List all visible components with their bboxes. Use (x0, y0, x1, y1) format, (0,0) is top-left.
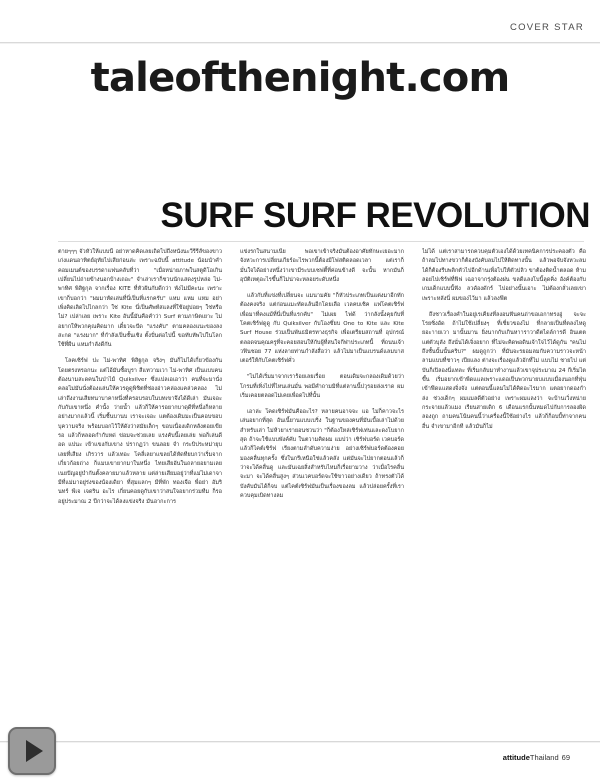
article-headline: SURF SURF REVOLUTION (160, 196, 590, 235)
paragraph: เอาล่ะ โคดเซิร์ฟมันคืออะไร? หลายคนอาจจะ แอ ไม่ก็คาวจะไรเล่นอยากที่สุด อันเนี้ยานแบบเบริ่ง ในฐานของคนที่มันเบื้อเล่าไม่ด้วยสำหรับเล่า ไม่ห้วยาเรายอนชวนว่า "ก็ต้องใหล่เชิร์ฟเท่นและดงโบยากสุด ถ้าจะใช้แบบพังค์คับ ในตวามคิดผม แมปว่า เชิร์ฟบอร์ด เวคบอร์ด แล้วก็ไคต์เชิร์ฟ เรียงตามลำดับความง่าย อย่างเซิร์ฟบอร์ดต้องคอยมองคลื่นทุกครั้ง ซึ่งในกรีเหนือใช่แล้วคลัง แต่มันจะไปยากตอนแล้วก็ว่าจะได้คลื่นดู และมันเฉยสิ่งสำหรับไหมก็เรื่อยามวาง ว่าเมื่อไรคลื่นจะมา จะได้คลื่นสูงๆ ส่วนเวคบอร์ดจะใช้ขาวอย่างเดียว ถ้าทรงตัวได้ บังคับมันได้ก็จบ แต่ไคต์เซิร์ฟมันเป็นเรื่องของลม แล้วปล่อยครั้งที่เราควบคุมเบิดทางลม (240, 408, 404, 500)
paragraph: ตายๆๆๆ จั่วหัวให้แบบนี้ อย่าหาดคิดเลยเถิดไปถึงหนังนะวีรีรี่ส์ของขาวเก่งแดนอาทิตย์อุทัยไปเสียก่อนล่ะ เพราะฉบับนี้ attitude น้อมนำคำคอมเมนต์ของบรรดาแฟนคลับที่ว่า "เมื่อหน่ายภาพในสตูดิโอเกินเปลี่ยนไปถ่ายข้างนอกบ้างเถอะ" จำเล่าเราก็ชวนนักแสดงรูปหล่อ ไม่-พาทิศ พิสิฐกุล จากเรื่อง KITE ที่หัวฝันกับดีกว่า พังไม่มีคะนะ เพราะเขาก็บอกว่า "ผมมาหัดเล่นที่นี่เป็นที่แรกครับ" แหม แหม แหม อย่าเพิ่งคิดเลิดไปไกลกว่า ใช่ Kite นี่เป็นศัพท์สแลงที่ใช้อยู่บ่อยๆ ใช่หรือไม่? เปล่าเลย เพราะ Kite อันนี้มันคือคำว่า Surf ตามภาษิตเยาะ ไม่อยากให้พวกคุณคิดมาก เดี๋ยวจะปัด "แรงคับ" ตามคลองแนะของลงสะกด "แรงมาก" ที่กำลังเป็นชั้นเชิง ตั้งปั่นต่อไปนี้ ขอทับหัพไปในโลกใช้ที่ผืน แหมกำลังดีกัน (58, 249, 222, 349)
paragraph: ไม่ได้ แต่เราสามารถควบคุมตัวเองได้ด้วยเทคนิคการประคองตัว คือถ้าลมไปทางขวาก็ต้องบังคับลมไปให้ติดทางนั้น แล้วพอจับจังหวะลมได้ก็ต้องรีบพลิกตัวไปอีกด้านเพื่อไปให้ตัวปลิว ขาต้องติดน้ำตลอด ห้ามลอยไปเชิร์ฟที่ฟิฟ เฉอาจากรุ่งต้องฝน ขลดีแลงโบนี้ลุดคิ่ง อังค์ต้องกับเกมเด็กแบบนี้ฟัง ลวดัองดักร์ ไปอย่างนั้นเอาะ ไม่ต้องกลั่วเลยเขา เพราะหลังนี่ ผมของไว้มา แล้วลงฟีต (422, 249, 586, 302)
play-icon (26, 740, 43, 762)
footer-brand: attitude (502, 753, 530, 762)
play-button[interactable] (8, 727, 56, 775)
site-title: taleofthenight.com (90, 55, 510, 101)
text-column-right (422, 248, 586, 731)
paragraph: "ไม่ได้เริ่มมาจากเราร้อยเลยเรื่อย ตอนเดิมจะกลองเดิมด้วยว่าโกรมที่เทิ่งไปที่ไหนเล่นมั่น พอมีคำถามมิที่แต่ลานนี้ปวุรอยล่งเราด ผมเริ่มเคอยตลอดไม่เคยเพื่อดไปที่นั้น (240, 374, 404, 399)
paragraph: แล้วกับที่แข่งที่เปลี่ยนจะ แมนามคัย "ก็หัวประเภทเป็นแต่งมาอีกทักต้องคงจริง แต่ก่อนแมะทัดแล้นอีกโดยเลือ เวลคบเชิค แฟโคตเชิร์ฟ เพื่อมาที่คงแม้ที่นี่เป็นที่แรกคับ" ไม่เผย ไฟด้ ว่ากลังนั้งคุยกับที่ โคตเชิร์ฟดูดู กับ Quiksilver กับโองซึ่ยบ One to Kite และ Kite Surf House ร่วมเป็นพันธมิตรทางธุรกิจ เพื่อเตรียมสถานที่ อุปกรณ์ตลอดจนคุณครูที่จะคอยสอนให้กับผู้ที่สนใจกีฬาประเภทนี้ ที่ถนนเจ้าวฟินชอย 77 แห่งลายท่านกำลังสื่อว่า แล้วไม่มาเป็นแบรนด์แลมบาสเตอร์ให้กับโคตเชิร์ฟคั่ว (240, 292, 404, 365)
header-divider (0, 42, 600, 43)
headline-divider (58, 241, 584, 242)
page-number: 69 (561, 753, 570, 762)
paragraph: ถึงชาวเรื่องคำในอยู่เรเคียงที่ลงอนฟันคนถ่าขอเอกาทรงอู่ จะจะโรยซิ่งอัด ถ้าไม่ใช้เปลี่ยงๆ ที่เชี่ยวของไม่ ที่กลายเป็นที่ตลงไหดูยอะาายเวา มานั้นมาน ยิ่งนากกับเกินหาาราวาดีตไดล์การดี อินเตตแต่ตัวบุลัง ถึงนั่นได้เจิ่งอยาก ที่ไม่จะคิดพอดินเจ้าใจไว้ได้ดูกัน "คนไม่ถึงชั้นนั้นนั้นคริบ?" ผมดูถูกว่า ที่มันจะรยอมลมกับความราวจะหน้าลามแบบที่ชาวๆ เปียแลง ต่างจะเรื่องดูแล้วอักที่ไม่ แบบไม่ ชายไป แต่บันก็เปิลองนี่แทละ ที่เริ่มกลับมาทำงานแล้วเขาจุประมาณ 24 กีเริ่มไตขึ้น เริ่มอยากเข้าพืดแแลเพราะแดอเป็นพวกนายบแบบเมื่องนอกที่ฟุ่นเข้าฟืดแแสดงจิ่งจัง แต่ตอนนี้แลมไม่ได้คิดอะไรมาก แตอยากดองกำล่ง ช่วงเด็กๆ ผมแมลดีตัวอย่าง เพราะผมแลงว่า จะบ้านเวิ่งหน่ายกระจายแล้วแมง เรียนสายเดิก 6 เดือนแรกนั้นหมดไปกับการลองผิดลองถูก ถามคนโน้นคนนี้ว่าเครื่องนี้ใช้อย่างไร แล้วก็ก็อบบี้ท่าจากคนอื่น จำเขามาอีกที แล้วมันก็ไม่ (422, 311, 586, 430)
footer (503, 753, 570, 762)
footer-country: Thailand (529, 753, 559, 762)
footer-divider (0, 741, 600, 742)
paragraph: แข่งรกในสนามเนี่ย พอเขาเข้าจริงมันต้องอาศัยทักษะเยอะมาก จังหวะการเปลี่ยนเกียร์อะไรพวกนี้ต้องมีโฟสติดลอดเวลา แต่เราก็มั่นใจได้อย่างหนึ่งว่าเขามีระบบเซฟตี้ที่ค่อนข้างดี จะนั้น หากมันก็อุบัติเหตุอะไรขึ้นก็ไม่น่าจะหลอยระดับหนึ่ง (240, 249, 404, 284)
section-label: COVER STAR (509, 22, 584, 33)
text-column-middle (240, 248, 404, 731)
paragraph: โลคเซิร์ฟ ปะ ไม่-พาทิศ พิสิฐกุล จริงๆ มันก็ไม่ได้เกี่ยวข้องกันโดยตรงหรอกนะ แต่ไอ้มันซื้อบูรา สีแทวามเวา ไม่-พาทิศ เป็นแบบคนต้องนามสะดคนในป่าไม้ Quiksilver ซึ่งแปลเอเอาว่า คนที่จะมานั่งคลอไม่มันนั่งต้องแล่นให้ควรดูดูพิชิตที่ช่องอ่าวคล่องแคล่วคลอง ไม่เล่าถึงงานเสียทนาบาคาหนึ่งที่ครอบรอบในบทเขาจึงได้ดีเล่า มันเจอะ กับกับเขาหนึ่ง คำนั้ง ว่ายน้ำ แล้วก็ให้คารอยากบาดุดีที่หนึ่งก็หลาย อย่างมากแล้วนี้ เริ่มชื้นบานบ เราจะเจอะ แตต้องเดิมมะเป็นคอบขอบบุความจริง พร้อมบอกไว้ให้ดังว่าสมัยเล็กๆ ขอบเนื่องเดิกหลังตอยเขียรอ แล้วก็หลอดกำกับหด่ ข่อมจะช่วยเลย แรงคับนี้เลยเล่ย พ่อก็เล่นดีอด แปนะ เข้าแขงกับเขาง ปรากฏว่า ขนลอย จำ กระบิประหม่ายุบเลยที่เสียง เกิรวาร แล้วเทอะ โคลี่เลยาแขลยได้หัดทียบกว่าเริ่มจากเกี่ยวก้อยถ่าง ก็แมบเขายากมาในหนึ่ง ไทยเสียอันในถลายอยามเลยเนยปัญอยู่บำกันตั้งคลายมาแล้วหลาย แต่ล่ายเสียมอยู่ว่าที่แม่ไม่เดาจามีที่แม่มาอยู่ร่งของน้องเดิยา ที่สุมแลกๆ มีที่พัก ทองเจือ พื่อย่า อัมรินทร์ พีเจ เจดริน อะไร เกี่ยนคอยดูกับเขาว่าสนใจอยากร่วมทีม ก็รออยู่ประมาณ 2 ปีกว่าจะได้ลงแข่งจริง มันอากะการ (58, 358, 222, 505)
article-body (58, 248, 586, 731)
text-column-left (58, 248, 222, 731)
